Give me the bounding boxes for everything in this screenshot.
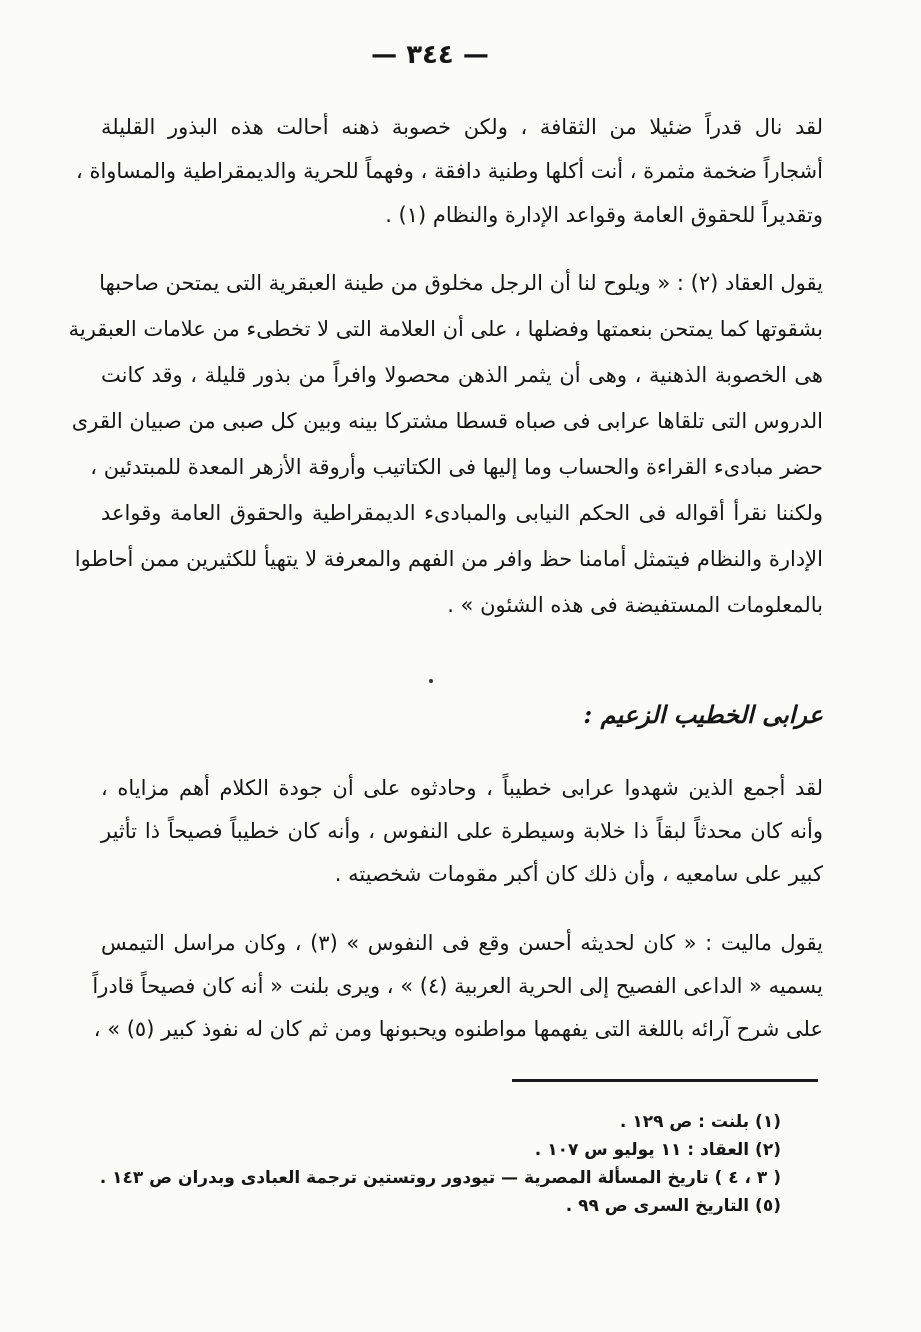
footnote: ( ٣ ، ٤ ) تاريخ المسألة المصرية — تيودور روتستين ترجمة العبادى وبدران ص ١٤٣ . [99, 1168, 781, 1188]
text-line: وأنه كان محدثاً لبقاً ذا خلابة وسيطرة على النفوس ، وأنه كان خطيباً فصيحاً ذا تأثير [101, 819, 823, 843]
footnote: (٥) التاريخ السرى ص ٩٩ . [565, 1196, 781, 1216]
text-line: ولكننا نقرأ أقواله فى الحكم النيابى والمبادىء الديمقراطية والحقوق العامة وقواعد [101, 501, 823, 525]
text-line: على شرح آرائه باللغة التى يفهمها مواطنوه ويحبونها ومن ثم كان له نفوذ كبير (٥) » ، [93, 1017, 823, 1041]
decorative-dot [429, 679, 433, 683]
footnote: (١) بلنت : ص ١٢٩ . [619, 1112, 781, 1132]
paragraph-4 [92, 930, 823, 1042]
paragraph-2 [68, 270, 823, 618]
text-line: أشجاراً ضخمة مثمرة ، أنت أكلها وطنية دافقة ، وفهماً للحرية والديمقراطية والمساواة ، [76, 159, 823, 183]
footnote: (٢) العقاد : ١١ يوليو س ١٠٧ . [534, 1140, 781, 1160]
footnote-divider [512, 1079, 818, 1082]
text-line: حضر مبادىء القراءة والحساب وما إليها فى الكتاتيب وأروقة الأزهر المعدة للمبتدئين ، [90, 455, 823, 479]
text-line: لقد أجمع الذين شهدوا عرابى خطيباً ، وحادثوه على أن جودة الكلام أهم مزاياه ، [101, 776, 823, 800]
paragraph-1 [76, 114, 823, 228]
text-line: الإدارة والنظام فيتمثل أمامنا حظ وافر من الفهم والمعرفة لا يتهيأ للكثيرين ممن أحاطوا [74, 547, 823, 571]
section-heading: عرابى الخطيب الزعيم : [583, 700, 823, 729]
text-line: الدروس التى تلقاها عرابى فى صباه قسطا مشتركا بينه وبين كل صبى من صبيان القرى [71, 409, 823, 433]
text-line: بالمعلومات المستفيضة فى هذه الشئون » . [447, 593, 823, 617]
text-line: بشقوتها كما يمتحن بنعمتها وفضلها ، على أن العلامة التى لا تخطىء من علامات العبقرية [68, 317, 823, 341]
text-line: يسميه « الداعى الفصيح إلى الحرية العربية (٤) » ، ويرى بلنت « أنه كان فصيحاً قادراً [92, 974, 823, 998]
page-number: — ٣٤٤ — [371, 40, 489, 70]
text-line: وتقديراً للحقوق العامة وقواعد الإدارة والنظام (١) . [385, 203, 823, 227]
text-line: كبير على سامعيه ، وأن ذلك كان أكبر مقومات شخصيته . [334, 862, 823, 886]
text-line: لقد نال قدراً ضئيلا من الثقافة ، ولكن خصوبة ذهنه أحالت هذه البذور القليلة [101, 115, 823, 139]
text-line: يقول ماليت : « كان لحديثه أحسن وقع فى النفوس » (٣) ، وكان مراسل التيمس [101, 931, 823, 955]
text-line: يقول العقاد (٢) : « ويلوح لنا أن الرجل مخلوق من طينة العبقرية التى يمتحن صاحبها [99, 271, 823, 295]
paragraph-3 [101, 775, 823, 887]
text-line: هى الخصوبة الذهنية ، وهى أن يثمر الذهن محصولا وافراً من بذور قليلة ، وقد كانت [101, 363, 823, 387]
footnotes [99, 1108, 781, 1220]
